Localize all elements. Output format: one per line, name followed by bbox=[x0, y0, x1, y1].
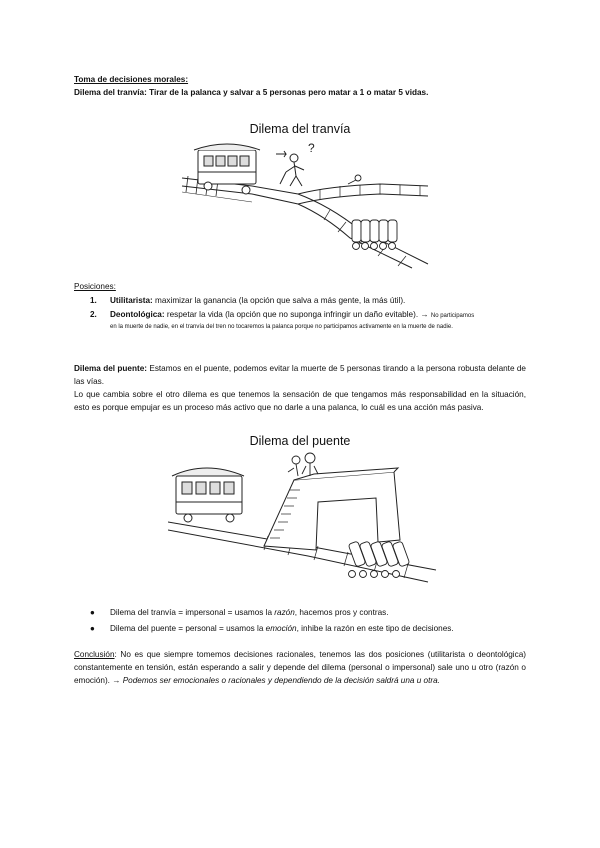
bullet-emphasis: razón bbox=[274, 608, 295, 617]
position-note-first: No participamos bbox=[430, 313, 475, 319]
positions-heading: Posiciones: bbox=[74, 282, 116, 291]
figure1-title: Dilema del tranvía bbox=[249, 122, 351, 136]
bridge-label: Dilema del puente: bbox=[74, 364, 147, 373]
bullet-item-trolley bbox=[74, 606, 526, 619]
trolley-intro bbox=[74, 86, 526, 99]
section-heading: Toma de decisiones morales: bbox=[74, 75, 189, 84]
position-number: 1. bbox=[90, 296, 97, 305]
svg-text:?: ? bbox=[308, 141, 315, 155]
position-item-deontological bbox=[74, 308, 526, 333]
bullet-text-b: , hacemos pros y contras. bbox=[294, 608, 389, 617]
arrow-icon: → bbox=[418, 310, 431, 319]
bullet-text-b: , inhibe la razón en este tipo de decisiones. bbox=[296, 624, 454, 633]
positions-list bbox=[74, 294, 526, 333]
position-label: Deontológica: bbox=[110, 310, 165, 319]
conclusion-text: : No es que siempre tomemos decisiones racionales, tenemos las dos posiciones (utilitarista o deontológica) constantemente en tensión, están esperando a salir y depende del dilema (personal o impersonal) sale uno u otro (razón o emoción). bbox=[74, 650, 526, 685]
arrow-icon: → bbox=[112, 676, 123, 685]
conclusion-italic: Podemos ser emocionales o racionales y dependiendo de la decisión saldrá una u otra. bbox=[122, 676, 440, 685]
bullet-text-a: Dilema del tranvía = impersonal = usamos la bbox=[110, 608, 275, 617]
bridge-text: Estamos en el puente, podemos evitar la muerte de 5 personas tirando a la persona robusta delante de las vías. bbox=[74, 364, 526, 386]
conclusion-paragraph bbox=[74, 648, 526, 687]
bullet-icon: ● bbox=[90, 624, 95, 633]
position-item-utilitarian bbox=[74, 294, 526, 307]
conclusion-label: Conclusión bbox=[74, 650, 115, 659]
position-number: 2. bbox=[90, 310, 97, 319]
dilemma-bullets bbox=[74, 606, 526, 635]
position-label: Utilitarista: bbox=[110, 296, 153, 305]
bullet-item-bridge bbox=[74, 622, 526, 635]
bridge-paragraph bbox=[74, 362, 526, 388]
bullet-emphasis: emoción bbox=[265, 624, 297, 633]
position-text: respetar la vida (la opción que no suponga infringir un daño evitable). bbox=[164, 310, 419, 319]
trolley-intro-label: Dilema del tranvía: bbox=[74, 88, 147, 97]
bullet-icon: ● bbox=[90, 608, 95, 617]
position-note-rest: en la muerte de nadie, en el tranvía del tren no tocaremos la palanca porque no participamos activamente en la muerte de nadie. bbox=[110, 324, 453, 330]
change-paragraph: Lo que cambia sobre el otro dilema es que tenemos la sensación de que tengamos más responsabilidad en la situación, esto es porque empujar es un proceso más activo que no darle a una palanca, lo cuál es una acción más pasiva. bbox=[74, 390, 526, 412]
bridge-illustration bbox=[168, 446, 438, 588]
bullet-text-a: Dilema del puente = personal = usamos la bbox=[110, 624, 266, 633]
trolley-illustration bbox=[180, 134, 430, 270]
figure2-title: Dilema del puente bbox=[249, 434, 351, 448]
trolley-intro-text: Tirar de la palanca y salvar a 5 personas pero matar a 1 o matar 5 vidas. bbox=[146, 88, 429, 97]
position-text: maximizar la ganancia (la opción que salva a más gente, la más útil). bbox=[152, 296, 406, 305]
